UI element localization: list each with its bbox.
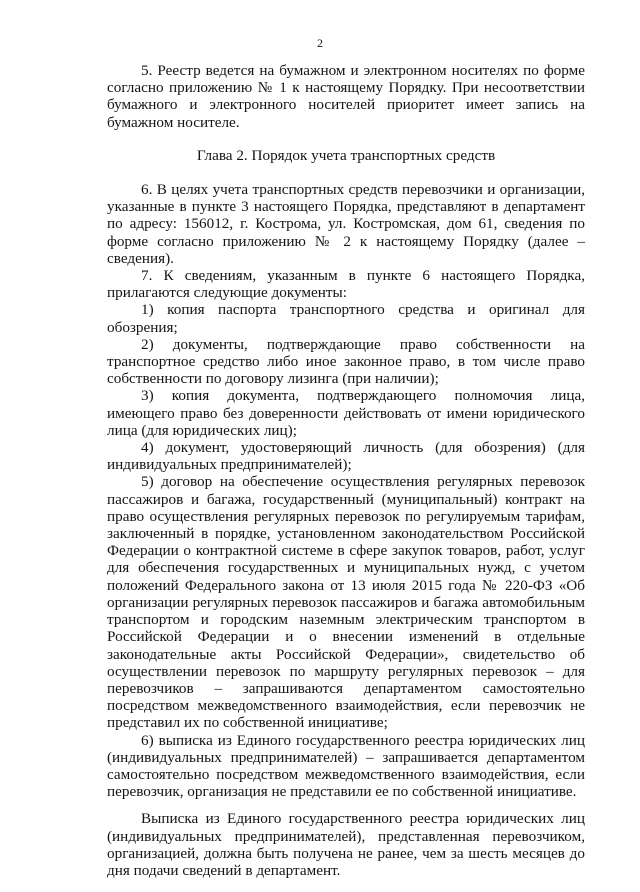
document-body — [107, 62, 585, 879]
chapter-heading: Глава 2. Порядок учета транспортных средств — [196, 146, 496, 164]
list-item-5: 5) договор на обеспечение осуществления регулярных перевозок пассажиров и багажа, государственный (муниципальный) контракт на право осуществления регулярных перевозок по регулируемым тарифам, заключенный в порядке, установленном законодательством Российской Федерации о контрактной системе в сфере закупок товаров, работ, услуг для обеспечения государственных и муниципальных нужд, с учетом положений Федерального закона от 13 июля 2015 года № 220-ФЗ «Об организации регулярных перевозок пассажиров и багажа автомобильным транспортом и городским наземным электрическим транспортом в Российской Федерации и о внесении изменений в отдельные законодательные акты Российской Федерации», свидетельство об осуществлении перевозок по маршруту регулярных перевозок – для перевозчиков – запрашиваются департаментом самостоятельно посредством межведомственного взаимодействия, если перевозчик не представил их по собственной инициативе; — [107, 473, 585, 732]
paragraph-7: 7. К сведениям, указанным в пункте 6 настоящего Порядка, прилагаются следующие документы: — [107, 267, 585, 302]
page-number: 2 — [317, 36, 323, 50]
paragraph-5: 5. Реестр ведется на бумажном и электронном носителях по форме согласно приложению № 1 к настоящему Порядку. При несоответствии бумажного и электронного носителей приоритет имеет запись на бумажном носителе. — [107, 62, 585, 131]
list-item-3: 3) копия документа, подтверждающего полномочия лица, имеющего право без доверенности действовать от имени юридического лица (для юридических лиц); — [107, 387, 585, 439]
paragraph-extract: Выписка из Единого государственного реестра юридических лиц (индивидуальных предпринимателей), представленная перевозчиком, организацией, должна быть получена не ранее, чем за шесть месяцев до дня подачи сведений в департамент. — [107, 810, 585, 879]
paragraph-6: 6. В целях учета транспортных средств перевозчики и организации, указанные в пункте 3 настоящего Порядка, представляют в департамент по адресу: 156012, г. Кострома, ул. Костромская, дом 61, сведения по форме согласно приложению № 2 к настоящему Порядку (далее – сведения). — [107, 181, 585, 267]
list-item-1: 1) копия паспорта транспортного средства и оригинал для обозрения; — [107, 301, 585, 336]
list-item-6: 6) выписка из Единого государственного реестра юридических лиц (индивидуальных предпринимателей) – запрашивается департаментом самостоятельно посредством межведомственного взаимодействия, если перевозчик, организация не представили ее по собственной инициативе. — [107, 731, 585, 801]
list-item-4: 4) документ, удостоверяющий личность (для обозрения) (для индивидуальных предпринимателей); — [107, 439, 585, 474]
list-item-2: 2) документы, подтверждающие право собственности на транспортное средство либо иное законное право, в том числе право собственности по договору лизинга (при наличии); — [107, 335, 585, 388]
